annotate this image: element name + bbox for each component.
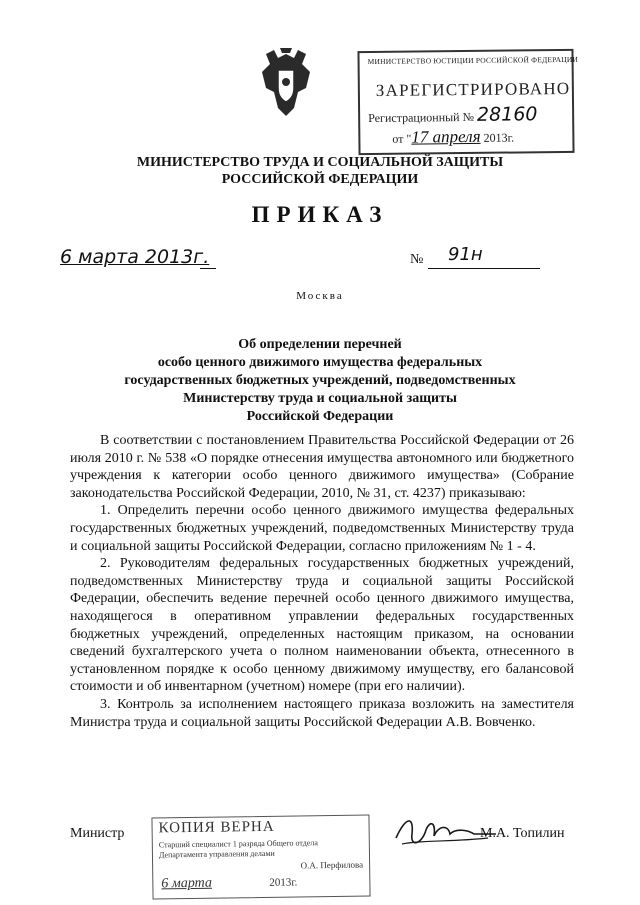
copy-stamp-date-handwritten: 6 марта	[161, 875, 212, 892]
stamp-date-handwritten: 17 апреля	[411, 126, 481, 147]
stamp-registered-label: ЗАРЕГИСТРИРОВАНО	[375, 78, 571, 100]
stamp-reg-number-row	[368, 103, 538, 127]
double-headed-eagle-icon	[254, 48, 318, 120]
ministry-heading	[0, 154, 640, 188]
copy-stamp-year: 2013г.	[269, 876, 298, 889]
ministry-line-1: МИНИСТЕРСТВО ТРУДА И СОЦИАЛЬНОЙ ЗАЩИТЫ	[136, 155, 504, 170]
body-paragraph-item-2: 2. Руководителям федеральных государственных бюджетных учреждений, подведомственных Министерству труда и социальной защиты Российской Федерации, обеспечить ведение перечней особо ценного движимого имущества, находящегося в оперативном управлении федеральных государственных бюджетных учреждений, определенных настоящим приказом, на основании сведений бухгалтерского учета о полном наименовании объекта, отнесенного в установленном порядке к особо ценному движимому имуществу, его балансовой стоимости и об инвентарном (учетном) номере (при его наличии).	[70, 556, 574, 695]
registration-stamp	[357, 49, 579, 155]
subject-line-2: особо ценного движимого имущества федеральных	[157, 355, 483, 370]
subject-line-4: Министерству труда и социальной защиты	[183, 391, 457, 406]
subject-line-1: Об определении перечней	[238, 337, 402, 352]
coat-of-arms-emblem	[254, 48, 318, 120]
order-number-underline	[428, 268, 540, 269]
order-number-label: №	[410, 252, 424, 267]
order-number-handwritten: 91н	[448, 244, 483, 265]
order-subject	[0, 336, 640, 426]
order-body	[70, 432, 574, 731]
city-label: Москва	[296, 290, 344, 302]
minister-label: Министр	[70, 826, 125, 841]
stamp-reg-label: Регистрационный №	[368, 109, 475, 126]
body-paragraph-preamble: В соответствии с постановлением Правительства Российской Федерации от 26 июля 2010 г. № 538 «О порядке отнесения имущества автономного или бюджетного учреждения к категории особо ценного движимого имущества» (Собрание законодательства Российской Федерации, 2010, № 31, ст. 4237) приказываю:	[70, 433, 574, 501]
certified-copy-stamp	[151, 814, 370, 899]
copy-stamp-name: О.А. Перфилова	[300, 859, 364, 871]
stamp-ministry-line: МИНИСТЕРСТВО ЮСТИЦИИ РОССИЙСКОЙ ФЕДЕРАЦИИ	[367, 54, 579, 67]
ministry-line-2: РОССИЙСКОЙ ФЕДЕРАЦИИ	[221, 172, 419, 187]
body-paragraph-item-3: 3. Контроль за исполнением настоящего приказа возложить на заместителя Министра труда и социальной защиты Российской Федерации А.В. Вовченко.	[70, 696, 574, 730]
stamp-reg-number: 28160	[476, 103, 538, 126]
subject-line-3: государственных бюджетных учреждений, подведомственных	[124, 373, 516, 388]
copy-stamp-title: КОПИЯ ВЕРНА	[158, 818, 275, 837]
stamp-date-prefix: от "	[392, 131, 412, 146]
body-paragraph-item-1: 1. Определить перечни особо ценного движимого имущества федеральных государственных бюджетных учреждений, подведомственных Министерству труда и социальной защиты Российской Федерации, согласно приложениям № 1 - 4.	[70, 503, 574, 554]
order-date-handwritten: 6 марта 2013г.	[60, 246, 210, 268]
signer-name: М.А. Топилин	[480, 826, 565, 841]
subject-line-5: Российской Федерации	[246, 409, 394, 424]
stamp-date-year: 2013г.	[483, 130, 515, 145]
date-underline	[200, 268, 216, 269]
stamp-date-row	[392, 126, 514, 147]
document-title: ПРИКАЗ	[251, 202, 389, 227]
copy-stamp-position: Старший специалист 1 разряда Общего отдела Департамента управления делами	[158, 838, 318, 860]
